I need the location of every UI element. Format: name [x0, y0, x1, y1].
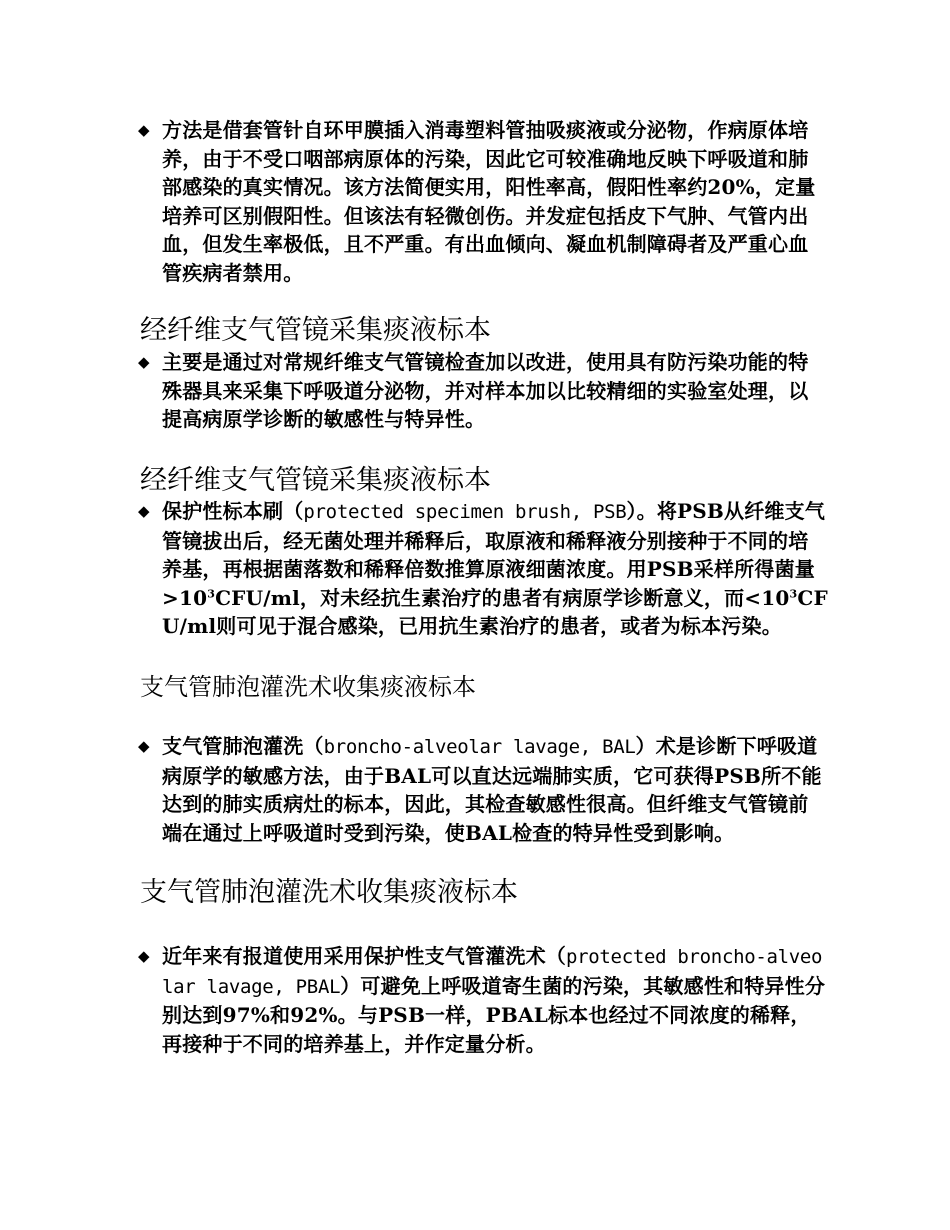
section-heading-5: 支气管肺泡灌洗术收集痰液标本: [140, 877, 518, 908]
diamond-bullet-icon: ◆: [138, 121, 150, 139]
bullet-text-1: 方法是借套管针自环甲膜插入消毒塑料管抽吸痰液或分泌物，作病原体培养，由于不受口咽部病原体的污染，因此它可较准确地反映下呼吸道和肺部感染的真实情况。该方法简便实用，阳性率高，假阳性率约20%，定量培养可区别假阳性。但该法有轻微创伤。并发症包括皮下气肿、气管内出血，但发生率极低，且不严重。有出血倾向、凝血机制障碍者及严重心血管疾病者禁用。: [162, 118, 816, 285]
bullet-text-2: 主要是通过对常规纤维支气管镜检查加以改进，使用具有防污染功能的特殊器具来采集下呼吸道分泌物，并对样本加以比较精细的实验室处理，以提高病原学诊断的敏感性与特异性。: [162, 350, 809, 431]
bullet-text-4-part-1: 支气管肺泡灌洗（: [162, 734, 324, 758]
bullet-text-3: [162, 497, 828, 641]
bullet-text-4-part-3: ）术是诊断下呼吸道病原学的敏感方法，由于BAL可以直达远端肺实质，它可获得PSB所不能达到的肺实质病灶的标本，因此，其检查敏感性很高。但纤维支气管镜前端在通过上呼吸道时受到污染，使BAL检查的特异性受到影响。: [162, 734, 822, 845]
diamond-bullet-icon: ◆: [138, 737, 150, 755]
bullet-item-3: [138, 497, 828, 641]
bullet-text-5: [162, 942, 828, 1058]
section-heading-2: 经纤维支气管镜采集痰液标本: [140, 315, 491, 346]
section-heading-4: 支气管肺泡灌洗术收集痰液标本: [140, 673, 476, 701]
bullet-text-3-superscript-1: 3: [207, 586, 216, 600]
bullet-text-5-part-1: 近年来有报道使用采用保护性支气管灌洗术（: [162, 944, 566, 968]
bullet-text-4: [162, 732, 828, 847]
bullet-text-4-english-term: broncho-alveolar lavage, BAL: [323, 736, 636, 758]
section-heading-3: 经纤维支气管镜采集痰液标本: [140, 465, 491, 496]
diamond-bullet-icon: ◆: [138, 502, 150, 520]
bullet-text-3-part-3: ）。将PSB从纤维支气管镜拔出后，经无菌处理并稀释后，取原液和稀释液分别接种于不同的培养基，再根据菌落数和稀释倍数推算原液细菌浓度。用PSB采样所得菌量>10: [162, 499, 826, 610]
bullet-text-3-english-term: protected specimen brush, PSB: [303, 501, 627, 523]
bullet-text-3-part-1: 保护性标本刷（: [162, 499, 304, 523]
bullet-text-3-superscript-2: 3: [789, 586, 798, 600]
bullet-text-3-part-4: CFU/ml，对未经抗生素治疗的患者有病原学诊断意义，而<10: [215, 585, 790, 610]
diamond-bullet-icon: ◆: [138, 947, 150, 965]
bullet-item-4: [138, 732, 828, 847]
bullet-text-5-part-3: ）可避免上呼吸道寄生菌的污染，其敏感性和特异性分别达到97%和92%。与PSB一样，PBAL标本也经过不同浓度的稀释，再接种于不同的培养基上，并作定量分析。: [162, 973, 826, 1056]
bullet-item-2: [138, 348, 828, 434]
diamond-bullet-icon: ◆: [138, 353, 150, 371]
bullet-text-3-part-5: CFU/ml则可见于混合感染，已用抗生素治疗的患者，或者为标本污染。: [162, 585, 828, 638]
bullet-item-5: [138, 942, 828, 1058]
bullet-text-5-english-term: protected broncho-alveolar lavage, PBAL: [162, 946, 823, 998]
bullet-item-1: [138, 116, 828, 287]
